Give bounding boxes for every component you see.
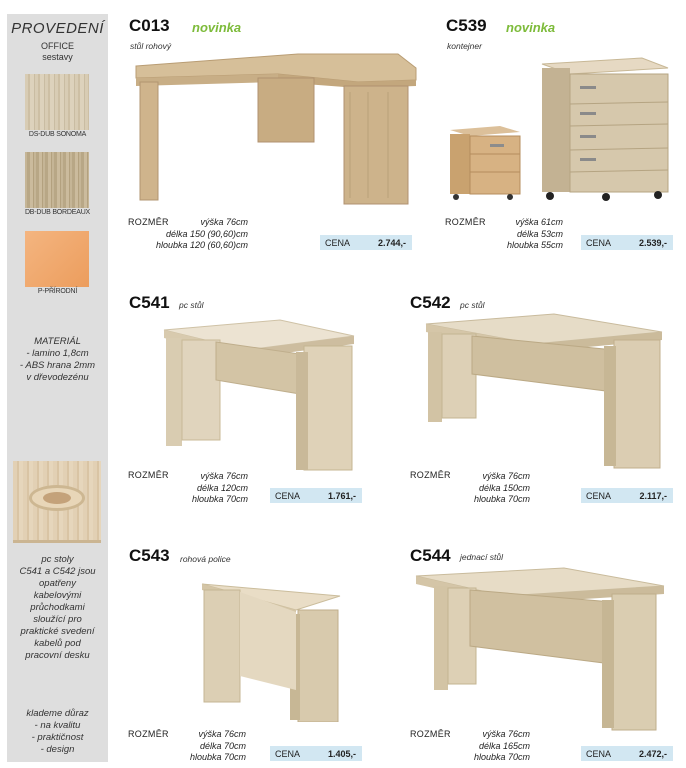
cable-grommet-photo [13, 461, 101, 543]
container-photo [446, 54, 672, 204]
dim-height: výška 76cm [198, 729, 246, 739]
dimensions [434, 729, 530, 764]
product-type: rohová police [180, 554, 231, 564]
product-type: pc stůl [179, 300, 204, 310]
note-line: pracovní desku [25, 650, 90, 661]
emphasis-line: - praktičnost [31, 732, 84, 743]
product-code: C544 [410, 546, 451, 565]
product-type: pc stůl [460, 300, 485, 310]
dim-length: délka 150cm [478, 482, 530, 493]
price-value: 1.761,- [327, 490, 356, 501]
dimensions [150, 471, 248, 506]
sidebar-subtitle-sestavy: sestavy [42, 52, 73, 62]
material-line: - ABS hrana 2mm [19, 360, 96, 371]
material-block [11, 336, 104, 384]
dim-depth: hloubka 55cm [506, 240, 563, 250]
price-value: 2.744,- [377, 237, 406, 248]
emphasis-line: - na kvalitu [34, 720, 81, 731]
corner-shelf-photo [200, 580, 344, 722]
emphasis-line: - design [40, 744, 75, 755]
price-value: 2.117,- [639, 490, 667, 501]
material-line: v dřevodezénu [26, 372, 89, 383]
rozmer-label: ROZMĚR [128, 729, 169, 739]
dim-length: délka 53cm [516, 228, 563, 239]
product-code: C542 [410, 293, 451, 312]
dimensions [434, 471, 530, 506]
meeting-table-photo [414, 566, 666, 732]
price-box [270, 488, 362, 503]
sidebar-title: PROVEDENÍ [11, 20, 104, 37]
material-line: - lamino 1,8cm [26, 348, 89, 359]
dim-length: délka 150 (90,60)cm [165, 228, 248, 239]
dim-height: výška 76cm [482, 729, 530, 739]
dim-length: délka 70cm [199, 740, 246, 751]
price-box [581, 746, 673, 761]
swatch-label-prirodni: P-PŘÍRODNÍ [37, 288, 78, 295]
swatch-label-bordeaux: DB-DUB BORDEAUX [24, 209, 91, 216]
dim-height: výška 61cm [515, 217, 563, 227]
dim-depth: hloubka 70cm [473, 752, 530, 762]
product-type: stůl rohový [130, 41, 172, 51]
price-value: 2.539,- [638, 237, 667, 248]
note-line: kabelů pod [34, 638, 81, 649]
note-line: kabelovými [33, 590, 82, 601]
dimensions [470, 217, 563, 252]
swatch-prirodni [25, 231, 89, 287]
pc-desk-large-photo [424, 312, 666, 470]
cena-label: CENA [275, 748, 301, 759]
rozmer-label: ROZMĚR [445, 217, 486, 227]
dim-depth: hloubka 70cm [473, 494, 530, 504]
rozmer-label: ROZMĚR [128, 470, 169, 480]
cena-label: CENA [586, 748, 612, 759]
corner-desk-photo [128, 48, 420, 206]
note-line: C541 a C542 jsou [19, 566, 96, 577]
price-value: 2.472,- [638, 748, 667, 759]
emphasis-note [11, 708, 104, 756]
cena-label: CENA [586, 490, 612, 501]
dim-height: výška 76cm [482, 471, 530, 481]
grommet-hole [43, 492, 71, 504]
note-line: pc stoly [41, 554, 74, 565]
dim-height: výška 76cm [200, 471, 248, 481]
sidebar [7, 14, 108, 762]
novinka-badge: novinka [506, 20, 556, 35]
price-box [581, 488, 673, 503]
dimensions [140, 217, 248, 252]
swatch-label-sonoma: DS-DUB SONOMA [28, 131, 87, 138]
price-box [320, 235, 412, 250]
note-line: praktické svedení [20, 626, 95, 637]
rozmer-label: ROZMĚR [410, 729, 451, 739]
note-line: opatřeny [39, 578, 76, 589]
note-line: sloužící pro [33, 614, 82, 625]
dimensions [150, 729, 246, 764]
cena-label: CENA [586, 237, 612, 248]
product-type: kontejner [447, 41, 482, 51]
swatch-dub-sonoma [25, 74, 89, 130]
dim-depth: hloubka 70cm [189, 752, 246, 762]
pc-desk-photo [160, 318, 358, 474]
dim-depth: hloubka 70cm [191, 494, 248, 504]
dim-length: délka 120cm [196, 482, 248, 493]
note-line: průchodkami [30, 602, 85, 613]
product-type: jednací stůl [460, 552, 503, 562]
product-code: C541 [129, 293, 170, 312]
swatch-dub-bordeaux [25, 152, 89, 208]
cena-label: CENA [275, 490, 301, 501]
rozmer-label: ROZMĚR [410, 470, 451, 480]
product-code: C543 [129, 546, 170, 565]
price-value: 1.405,- [327, 748, 356, 759]
cena-label: CENA [325, 237, 351, 248]
pc-desk-note [11, 554, 104, 662]
price-box [581, 235, 673, 250]
rozmer-label: ROZMĚR [128, 217, 169, 227]
dim-length: délka 165cm [478, 740, 530, 751]
dim-height: výška 76cm [200, 217, 248, 227]
product-code: C013 [129, 16, 170, 35]
material-title: MATERIÁL [34, 336, 81, 347]
emphasis-line: klademe důraz [26, 708, 89, 719]
price-box [270, 746, 362, 761]
product-code: C539 [446, 16, 487, 35]
novinka-badge: novinka [192, 20, 242, 35]
dim-depth: hloubka 120 (60,60)cm [155, 240, 248, 250]
sidebar-subtitle-office: OFFICE [41, 41, 74, 51]
